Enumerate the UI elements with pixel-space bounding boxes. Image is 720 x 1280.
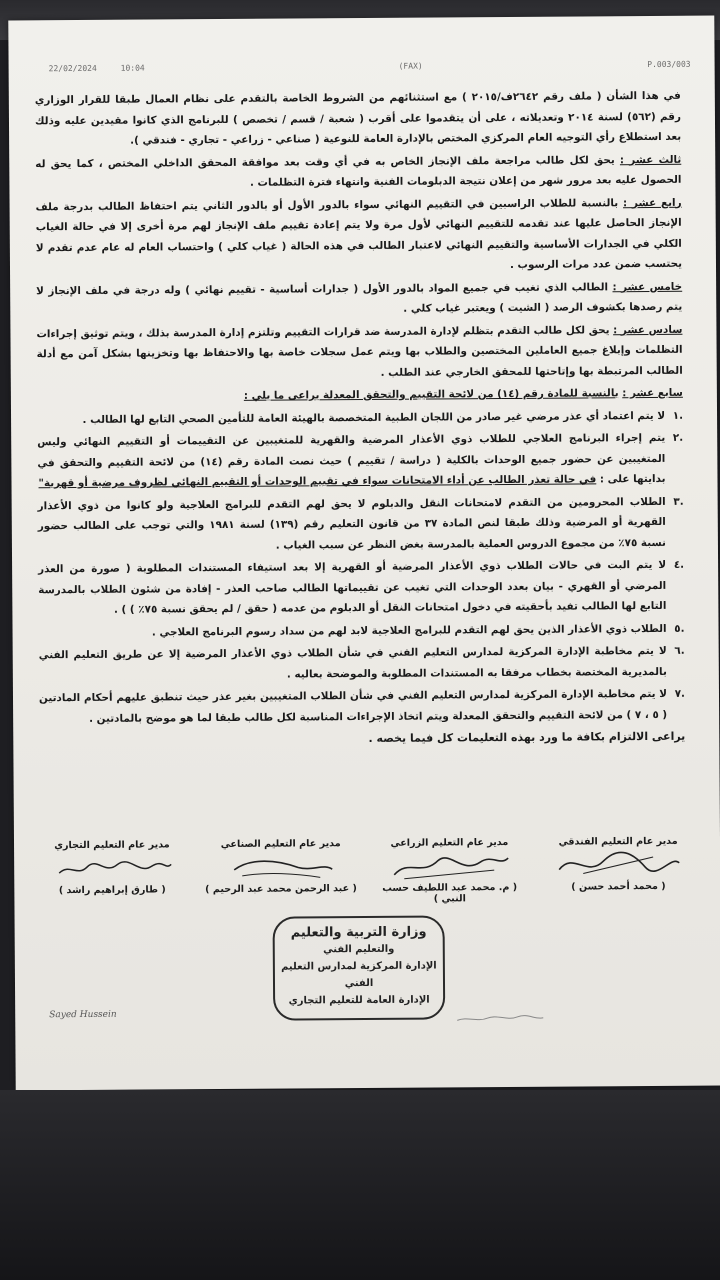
footer-signature: Sayed Hussein [49,1009,117,1021]
list-item-text: لا يتم مخاطبة الإدارة المركزية لمدارس التعليم الفني في شأن الطلاب المتغيبين بغير عذر حيث تنطبق عليهم أحكام المادتين ( ٥ ، ٧ ) من لائحة التقييم والتحقق المعدلة ويتم اتخاذ الإجراءات المناسبة لكل طالب طبقا لما هو موضح بالمادتين . [38,687,668,725]
clause-16-label: سادس عشر : [613,323,683,336]
list-item-text: الطلاب ذوي الأعذار الذين يحق لهم التقدم للبرامج العلاجية لابد لهم من سداد رسوم البرنامج العلاجي . [151,622,667,638]
handwritten-signature-icon [538,847,698,882]
handwritten-signature-icon [201,849,361,884]
signature-name: ( محمد أحمد حسن ) [571,880,666,893]
fax-page-number: P.003/003 [647,59,691,70]
clause-17-text: بالنسبة للمادة رقم (١٤) من لائحة التقييم والتحقق المعدلة يراعى ما يلي : [243,387,619,402]
list-item-text: لا يتم اعتماد أي عذر مرضي غير صادر من اللجان الطبية المتخصصة بالهيئة العامة للتأمين الصحي التابع لها الطالب . [82,409,666,426]
document-body [35,86,686,754]
clause-16-text: يحق لكل طالب التقدم بتظلم لإدارة المدرسة ضد قرارات التقييم وتلتزم إدارة المدرسة بذلك ، ويتم توثيق إجراءات التظلمات وإبلاغ جميع العاملين المختصين والطلاب بها ويتم عمل سجلات خاصة بها والاحتفاظ بها وتخزينها بشكل آمن مع أدلة الطالب المرتبطة بها وإتاحتها للمحقق الخارجي عند الطلب . [36,323,683,379]
background-bottom [0,1090,720,1280]
clause-17-label: سابع عشر : [622,386,683,400]
document-page [8,16,720,1091]
list-item [38,618,685,643]
clause-14-text: بالنسبة للطلاب الراسبين في التقييم النهائي سواء بالدور الأول أو بالدور الثاني يتم احتفاظ الطالب بدرجة ملف الإنجاز الحاصل عليها عند تقدمه للتقييم النهائي لأول مرة ولا يتم إعادة تقييم ملف الإنجاز لهم مرة أخرى إلا في حالة الغياب الكلي في الجدارات الأساسية والتقييم النهائي لاعتبار الطالب في هذه الحالة ( غياب كلي ) واحتساب العام له عام عدم تقدم لا يحتسب ضمن عدد مرات الرسوب . [35,196,683,271]
signature-name: ( عبد الرحمن محمد عبد الرحيم ) [205,883,357,896]
list-item-text: يتم إجراء البرنامج العلاجي للطلاب ذوي الأعذار المرضية والقهرية للمتغيبين عن التقييمات أو التقييم النهائي وليس المتغيبين عن حضور جميع الوحدات بالكلية ( دراسة / تقييم ) حيث نصت المادة رقم (١٤) من لائحة التقييم والتحقق في بدايتها على : [37,431,666,486]
stamp-line: والتعليم الفني [323,943,395,956]
list-item-number: .٥ [674,622,685,635]
clause-13-text: يحق لكل طالب مراجعة ملف الإنجاز الخاص به في أي وقت بعد موافقة المحقق الداخلي المختص ، كما يحق له الحصول عليه بعد مرور شهر من إعلان نتيجة الدبلومات الفنية وانتهاء فترة التظلمات . [35,153,682,189]
list-item-text: الطلاب المحرومين من التقدم لامتحانات النقل والدبلوم لا يحق لهم التقدم للبرامج العلاجية ولو كانوا من ذوي الأعذار القهرية أو المرضية وذلك طبقا لنص المادة ٣٧ من قانون التعليم رقم (١٣٩) لسنة ١٩٨١ والتي توجب على الطالب حضور نسبة ٧٥٪ من مجموع الدروس العملية بالمدرسة بغض النظر عن سبب الغياب . [37,495,666,552]
list-item-number: .٤ [673,558,685,571]
list-item [37,428,684,494]
list-item-number: .٦ [674,644,685,657]
list-item [37,405,684,430]
official-stamp [273,915,446,1020]
fax-label: (FAX) [398,61,423,71]
signature-title: مدير عام التعليم الزراعي [390,837,509,849]
article-14-list [37,405,685,729]
list-item [38,555,685,621]
fax-time: 10:04 [120,63,145,73]
clause-15 [36,276,682,322]
intro-paragraph: في هذا الشأن ( ملف رقم ٢٦٤٢ف/٢٠١٥ ) مع استثنائهم من الشروط الخاصة بالتقدم على نظام العمال طبقا للقرار الوزاري رقم (٥٦٢) لسنة ٢٠١٤ وتعديلاته ، على أن يتقدموا على أقرب ( شعبة / قسم / تخصص ) للبرنامج الذي كانوا مقيدين عليه وذلك بعد استطلاع رأي التوجيه العام المركزي المختص بالإدارة العامة للنوعية ( صناعي - زراعي - تجاري - فندقي ). [34,89,682,147]
clause-14-label: رابع عشر : [622,196,682,209]
stamp-line: وزارة التربية والتعليم [290,924,427,941]
signature-industrial [201,838,361,909]
signature-block [32,836,698,911]
fax-date: 22/02/2024 [48,63,97,74]
list-item [37,491,684,557]
signature-title: مدير عام التعليم الصناعي [220,838,341,851]
list-item-note: في حالة تعذر الطالب عن أداء الامتحانات سواء في تقييم الوحدات أو التقييم النهائي لظروف مرضية أو قهرية" [38,473,597,490]
closing-instruction: يراعى الالتزام بكافة ما ورد بهذه التعليمات كل فيما يخصه . [368,729,686,745]
fax-header [39,60,691,81]
clause-13 [35,149,681,195]
clause-13-label: ثالث عشر : [619,153,682,166]
clause-17 [37,383,683,408]
clause-15-label: خامس عشر : [612,280,683,293]
signature-title: مدير عام التعليم الفندقي [558,835,678,848]
list-item-text: لا يتم البت في حالات الطلاب ذوي الأعذار المرضية أو القهرية إلا بعد استيفاء المستندات المطلوبة ( صورة من العذر المرضي أو القهري - بيان بعدد الوحدات التي تغيب عن تقييماتها الطالب صاحب العذر - إفادة من شئون الطلاب بالمدرسة التابع لها الطالب تفيد بأحقيته في دخول امتحانات النقل أو الدبلوم من عدمه ( حقق / لم يحقق نسبة ٧٥٪ ) ) . [38,558,667,616]
list-item [38,684,686,729]
signature-name: ( طارق إبراهيم راشد ) [58,884,166,897]
signature-name: ( م. محمد عبد اللطيف حسب النبي ) [382,881,518,905]
signature-title: مدير عام التعليم التجاري [54,839,170,852]
list-item-text: لا يتم مخاطبة الإدارة المركزية لمدارس التعليم الفني في شأن الطلاب ذوي الأعذار المرضية إلا عن طريق التعليم الفني بالمديرية المختصة بخطاب مرفقا به المستندات المطلوبة والموضحة بعاليه . [38,644,667,681]
clause-16 [36,319,682,385]
clause-14 [36,192,683,279]
list-item [38,641,685,686]
list-item-number: .٧ [674,687,686,700]
footer-scribble-icon [455,1009,545,1029]
list-item-number: .٢ [672,431,684,444]
stamp-line: الإدارة المركزية لمدارس التعليم الفني [281,960,437,990]
signature-hotel [538,836,698,907]
stamp-line: الإدارة العامة للتعليم التجاري [288,994,430,1007]
handwritten-signature-icon [32,850,192,885]
signature-commercial [32,839,192,910]
list-item-number: .١ [672,409,684,422]
handwritten-signature-icon [370,848,530,883]
clause-15-text: الطالب الذي تغيب في جميع المواد بالدور الأول ( جدارات أساسية - تقييم نهائي ) وله درجة في ملف الإنجاز لا يتم رصدها بكشوف الرصد ( الشيت ) ويعتبر غياب كلي . [36,280,683,315]
signature-agricultural [369,837,529,908]
list-item-number: .٣ [673,495,684,508]
